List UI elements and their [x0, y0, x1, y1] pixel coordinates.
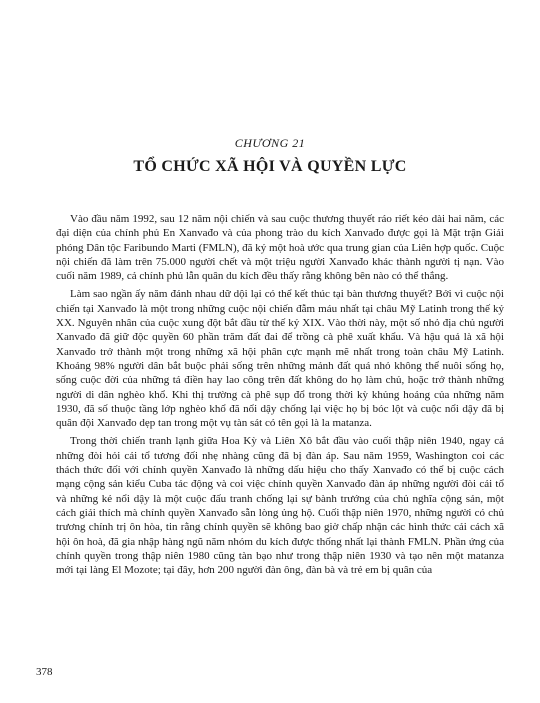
paragraph: Vào đầu năm 1992, sau 12 năm nội chiến và sau cuộc thương thuyết ráo riết kéo dài hai năm, các đại diện của chính phủ En Xanvađo và của phong trào du kích Xanvađo được gọi là Mặt trận Giải phóng Dân tộc Faribundo Marti (FMLN), đã ký một hoà ước qua trung gian của Liên hợp quốc. Cuộc nội chiến đã làm trên 75.000 người chết và một triệu người Xanvađo khác thành người tị nạn. Vào cuối năm 1989, cả chính phủ lẫn quân du kích đều thấy rằng không bên nào có thể thắng.	[56, 213, 504, 283]
chapter-title: TỔ CHỨC XÃ HỘI VÀ QUYỀN LỰC	[133, 158, 407, 175]
paragraph: Làm sao ngần ấy năm đánh nhau dữ dội lại có thể kết thúc tại bàn thương thuyết? Bởi vì cuộc nội chiến tại Xanvađo là một trong những cuộc nội chiến đẫm máu nhất tại châu Mỹ Latinh trong thế kỷ XX. Nguyên nhân của cuộc xung đột bắt đầu từ thế kỷ XIX. Vào thời này, một số nhỏ địa chủ người Xanvađo đã giữ độc quyền 60 phần trăm đất đai để trồng cà phê xuất khẩu. Và hậu quả là xã hội Xanvađo trở thành một trong những xã hội phân cực mạnh mẽ nhất trong toàn châu Mỹ Latinh. Khoảng 98% người dân bắt buộc phải sống trên những mảnh đất quá nhỏ không thể nuôi sống họ, sống cuộc đời của những tá điền hay lao công trên đất không do họ làm chủ, hoặc trở thành những người di dân nghèo khổ. Khi thị trường cà phê sụp đổ trong thời kỳ khủng hoảng của những năm 1930, đã số thuộc tầng lớp nghèo khổ đã nổi dậy chống lại việc họ bị bóc lột và cuộc nổi dậy đã bị quân đội Xanvađo dẹp tan trong một vụ tàn sát có tên gọi là la matanza.	[56, 288, 504, 430]
paragraph: Trong thời chiến tranh lạnh giữa Hoa Kỳ và Liên Xô bắt đầu vào cuối thập niên 1940, ngay cả những đòi hỏi cải tổ tương đối nhẹ nhàng cũng đã bị đàn áp. Sau năm 1959, Washington coi các thách thức đối với chính quyền Xanvađo là những dấu hiệu cho thấy Xanvađo có thể bị cuộc cách mạng cộng sản kiểu Cuba tác động và coi việc chính quyền Xanvađo đàn áp những người đòi cải tổ và những kẻ nổi dậy là một cuộc đấu tranh chống lại sự bành trướng của chủ nghĩa cộng sản, một cách giải thích mà chính quyền Xanvađo sẵn lòng ủng hộ. Cuối thập niên 1970, những người có chủ trương chính trị ôn hòa, tin rằng chính quyền sẽ không bao giờ chấp nhận các hình thức cải cách xã hội ôn hoà, đã gia nhập hàng ngũ năm nhóm du kích được thống nhất lại thành FMLN. Phần ứng của chính quyền trong thập niên 1980 cũng tàn bạo như trong thập niên 1930 và tạo nên một matanza mới tại làng El Mozote; tại đây, hơn 200 người đàn ông, đàn bà và trẻ em bị quân của	[56, 435, 504, 577]
page-number: 378	[36, 666, 53, 678]
chapter-label: CHƯƠNG 21	[234, 136, 306, 150]
body-text	[56, 212, 504, 581]
